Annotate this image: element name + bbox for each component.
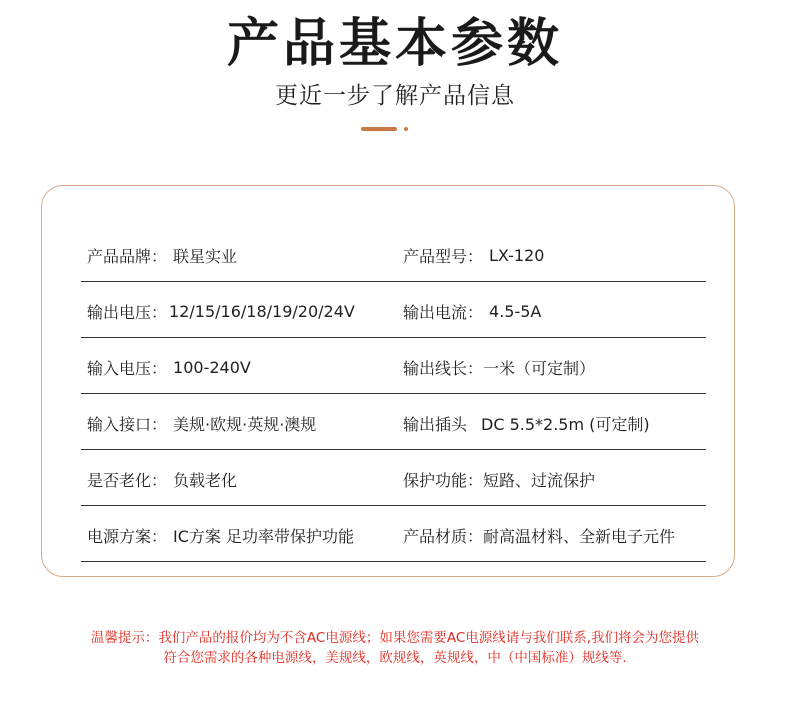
spec-item-model	[403, 244, 706, 267]
spec-row	[81, 282, 706, 338]
spec-item-protection	[403, 468, 706, 491]
title-accent-divider	[361, 127, 408, 131]
spec-label: 保护功能：	[403, 471, 484, 490]
spec-label: 产品材质：	[403, 527, 484, 546]
spec-value: IC方案 足功率带保护功能	[173, 527, 354, 546]
spec-value: LX-120	[489, 246, 545, 265]
spec-label: 输入电压：	[87, 359, 168, 378]
spec-value: 4.5-5A	[489, 302, 542, 321]
spec-item-material	[403, 524, 706, 547]
spec-label: 输出线长：	[403, 359, 484, 378]
spec-label: 电源方案：	[87, 527, 168, 546]
spec-row	[81, 506, 706, 562]
spec-value: 100-240V	[173, 358, 251, 377]
spec-row	[81, 450, 706, 506]
notice-line-2: 符合您需求的各种电源线，美规线，欧规线，英规线，中（中国标准）规线等.	[163, 650, 627, 666]
spec-label: 产品型号：	[403, 247, 484, 266]
spec-row	[81, 394, 706, 450]
accent-bar	[361, 127, 397, 131]
spec-item-input-interface	[81, 412, 403, 435]
spec-label: 输出电流：	[403, 303, 484, 322]
spec-row	[81, 338, 706, 394]
spec-label: 输入接口：	[87, 415, 168, 434]
spec-item-output-current	[403, 300, 706, 323]
spec-value: DC 5.5*2.5m (可定制)	[481, 415, 650, 434]
spec-item-power-solution	[81, 524, 403, 547]
spec-item-output-plug	[403, 412, 706, 435]
page-title: 产品基本参数	[226, 14, 563, 74]
spec-item-brand	[81, 244, 403, 267]
spec-value: 负载老化	[173, 471, 238, 490]
spec-value: 一米（可定制）	[483, 359, 596, 378]
accent-dot	[404, 127, 408, 131]
spec-value: 联星实业	[173, 247, 238, 266]
spec-row	[81, 226, 706, 282]
spec-label: 输出电压：	[87, 303, 168, 322]
page-subtitle: 更近一步了解产品信息	[275, 83, 515, 109]
spec-table	[81, 226, 706, 562]
spec-label: 产品品牌：	[87, 247, 168, 266]
spec-value: 耐高温材料、全新电子元件	[483, 527, 676, 546]
spec-label: 输出插头	[403, 415, 468, 434]
notice-text	[0, 628, 790, 668]
spec-item-input-voltage	[81, 356, 403, 379]
spec-value: 短路、过流保护	[483, 471, 596, 490]
spec-item-aging	[81, 468, 403, 491]
spec-value: 12/15/16/18/19/20/24V	[169, 302, 355, 321]
spec-item-output-voltage	[81, 300, 403, 323]
spec-value: 美规·欧规·英规·澳规	[173, 415, 317, 434]
notice-line-1: 温馨提示：我们产品的报价均为不含AC电源线；如果您需要AC电源线请与我们联系,我们将会为您提供	[90, 630, 700, 646]
spec-label: 是否老化：	[87, 471, 168, 490]
spec-item-cable-length	[403, 356, 706, 379]
